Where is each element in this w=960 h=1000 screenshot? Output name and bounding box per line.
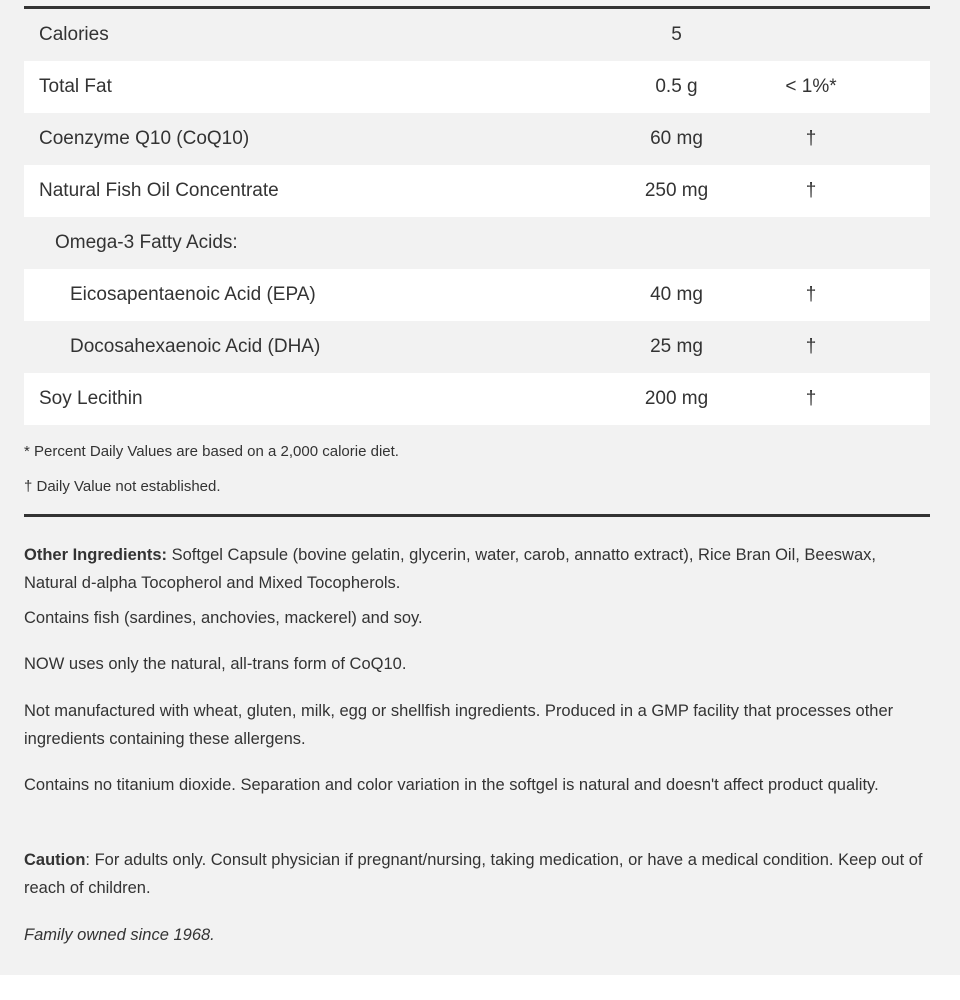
section-divider <box>24 514 930 517</box>
nutrient-name: Omega-3 Fatty Acids: <box>55 232 238 253</box>
caution-statement <box>24 846 924 902</box>
nutrient-daily-value: † <box>805 388 817 409</box>
coq10-form-statement: NOW uses only the natural, all-trans form of CoQ10. <box>24 655 407 673</box>
nutrient-daily-value: < 1%* <box>785 76 837 97</box>
table-row <box>24 113 930 165</box>
nutrient-daily-value: † <box>805 128 817 149</box>
nutrient-name: Coenzyme Q10 (CoQ10) <box>39 128 250 149</box>
contains-statement: Contains fish (sardines, anchovies, mackerel) and soy. <box>24 609 423 627</box>
nutrient-amount: 40 mg <box>650 284 703 305</box>
table-row <box>24 9 930 61</box>
nutrient-name: Calories <box>39 24 109 45</box>
caution-text: : For adults only. Consult physician if pregnant/nursing, taking medication, or have a medical condition. Keep out of reach of children. <box>24 851 923 897</box>
nutrient-amount: 25 mg <box>650 336 703 357</box>
nutrient-amount: 5 <box>671 24 682 45</box>
dv-not-established-footnote: † Daily Value not established. <box>24 478 221 495</box>
nutrient-daily-value: † <box>805 284 817 305</box>
table-row <box>24 61 930 113</box>
nutrient-name: Total Fat <box>39 76 112 97</box>
nutrient-daily-value: † <box>805 180 817 201</box>
nutrient-amount: 60 mg <box>650 128 703 149</box>
table-row <box>24 269 930 321</box>
nutrient-name: Soy Lecithin <box>39 388 143 409</box>
nutrient-amount: 250 mg <box>644 180 709 201</box>
percent-dv-footnote: * Percent Daily Values are based on a 2,000 calorie diet. <box>24 443 399 460</box>
supplement-facts-table <box>24 9 930 425</box>
table-row <box>24 165 930 217</box>
table-row <box>24 321 930 373</box>
nutrient-name: Eicosapentaenoic Acid (EPA) <box>70 284 316 305</box>
nutrient-name: Docosahexaenoic Acid (DHA) <box>70 336 321 357</box>
table-row <box>24 217 930 269</box>
table-row <box>24 373 930 425</box>
nutrient-amount: 0.5 g <box>655 76 698 97</box>
family-owned-statement: Family owned since 1968. <box>24 926 215 944</box>
other-ingredients-text: Softgel Capsule (bovine gelatin, glycerin, water, carob, annatto extract), Rice Bran Oil, Beeswax, Natural d-alpha Tocopherol and Mixed Tocopherols. <box>24 546 876 592</box>
nutrient-amount: 200 mg <box>644 388 709 409</box>
other-ingredients-label: Other Ingredients: <box>24 546 168 564</box>
titanium-dioxide-statement: Contains no titanium dioxide. Separation and color variation in the softgel is natural and doesn't affect product quality. <box>24 776 879 794</box>
nutrient-name: Natural Fish Oil Concentrate <box>39 180 279 201</box>
nutrient-daily-value: † <box>805 336 817 357</box>
caution-label: Caution <box>24 851 86 869</box>
allergen-statement: Not manufactured with wheat, gluten, milk, egg or shellfish ingredients. Produced in a GMP facility that processes other ingredients containing these allergens. <box>24 702 894 748</box>
other-ingredients <box>24 541 924 597</box>
